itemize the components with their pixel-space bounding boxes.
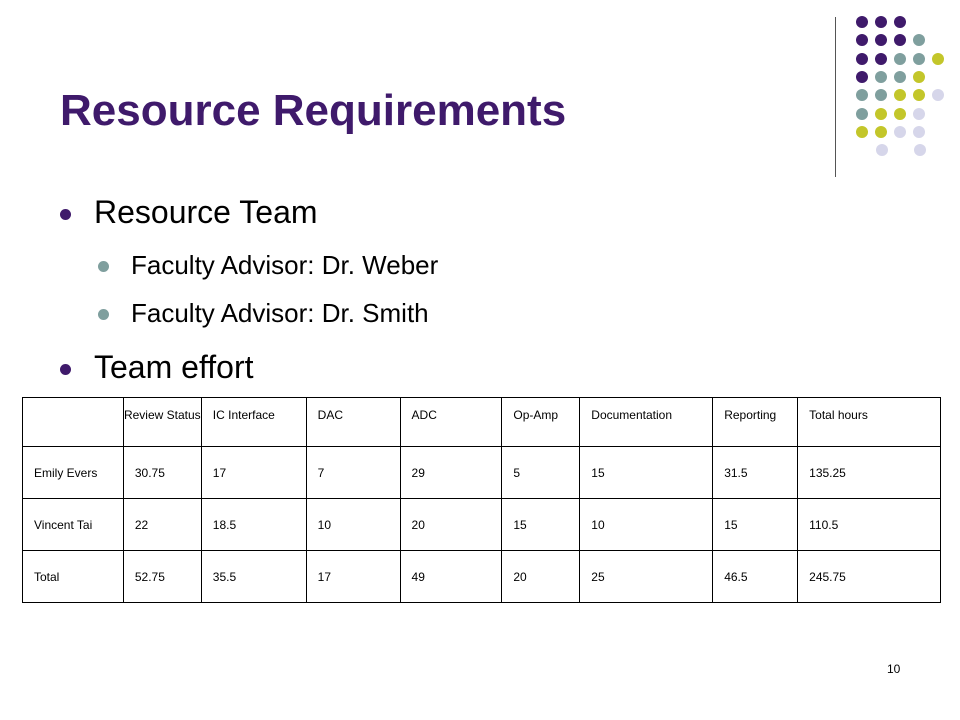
decorative-dot [875,53,887,65]
decorative-dot [875,34,887,46]
decorative-dot [856,34,868,46]
table-cell: 17 [306,551,400,603]
decorative-dot [856,16,868,28]
slide-title: Resource Requirements [60,86,567,135]
table-cell: 15 [713,499,798,551]
table-header-cell: DAC [306,398,400,447]
table-cell: Emily Evers [23,447,124,499]
decorative-dot [875,108,887,120]
table-row [23,447,941,499]
table-cell: 25 [580,551,713,603]
decorative-dot [913,71,925,83]
decorative-dot [913,53,925,65]
table-cell: 18.5 [201,499,306,551]
table-header-cell: Documentation [580,398,713,447]
bullet-dot-icon [60,364,71,375]
bullet-dot-icon [60,209,71,220]
table-cell: 15 [580,447,713,499]
table-row [23,551,941,603]
table-header-cell: Review Status [123,398,201,447]
decorative-dot [856,71,868,83]
table-cell: 245.75 [798,551,941,603]
table-cell: 5 [502,447,580,499]
table-cell: 17 [201,447,306,499]
table-cell: 20 [502,551,580,603]
decorative-dot [932,53,944,65]
decorative-dot [913,89,925,101]
table-cell: 10 [306,499,400,551]
table-cell: 30.75 [123,447,201,499]
table-cell: 52.75 [123,551,201,603]
table-cell: 135.25 [798,447,941,499]
decorative-dot [875,71,887,83]
decorative-divider [835,17,836,177]
table-cell: 7 [306,447,400,499]
decorative-dot [894,71,906,83]
table-cell: 29 [400,447,502,499]
table-header-cell: Reporting [713,398,798,447]
table-header-cell: ADC [400,398,502,447]
table-header-cell: Op-Amp [502,398,580,447]
bullet-dot-icon [98,309,109,320]
table-cell: 31.5 [713,447,798,499]
decorative-dot [856,108,868,120]
decorative-dot [875,89,887,101]
decorative-dot [894,34,906,46]
decorative-dot [894,89,906,101]
table-row [23,499,941,551]
decorative-dot [894,53,906,65]
decorative-dot [894,108,906,120]
decorative-dot [914,144,926,156]
decorative-dot [876,144,888,156]
table-cell: Vincent Tai [23,499,124,551]
table-cell: 15 [502,499,580,551]
table-header-cell: IC Interface [201,398,306,447]
table-cell: 20 [400,499,502,551]
table-cell: 110.5 [798,499,941,551]
table-cell: 49 [400,551,502,603]
decorative-dot [856,89,868,101]
table-cell: 22 [123,499,201,551]
page-number: 10 [887,662,901,676]
table-cell: 35.5 [201,551,306,603]
table-cell: Total [23,551,124,603]
team-effort-table [22,397,941,603]
decorative-dot [913,34,925,46]
table-header-cell: Total hours [798,398,941,447]
bullet-dot-icon [98,261,109,272]
table-cell: 10 [580,499,713,551]
decorative-dot [894,126,906,138]
decorative-dot [875,16,887,28]
decorative-dot [913,108,925,120]
decorative-dot [875,126,887,138]
decorative-dot [894,16,906,28]
decorative-dot [913,126,925,138]
table-cell: 46.5 [713,551,798,603]
decorative-dot [932,89,944,101]
table-header-cell [23,398,124,447]
decorative-dot [856,53,868,65]
decorative-dot [856,126,868,138]
table-header-row [23,398,941,447]
